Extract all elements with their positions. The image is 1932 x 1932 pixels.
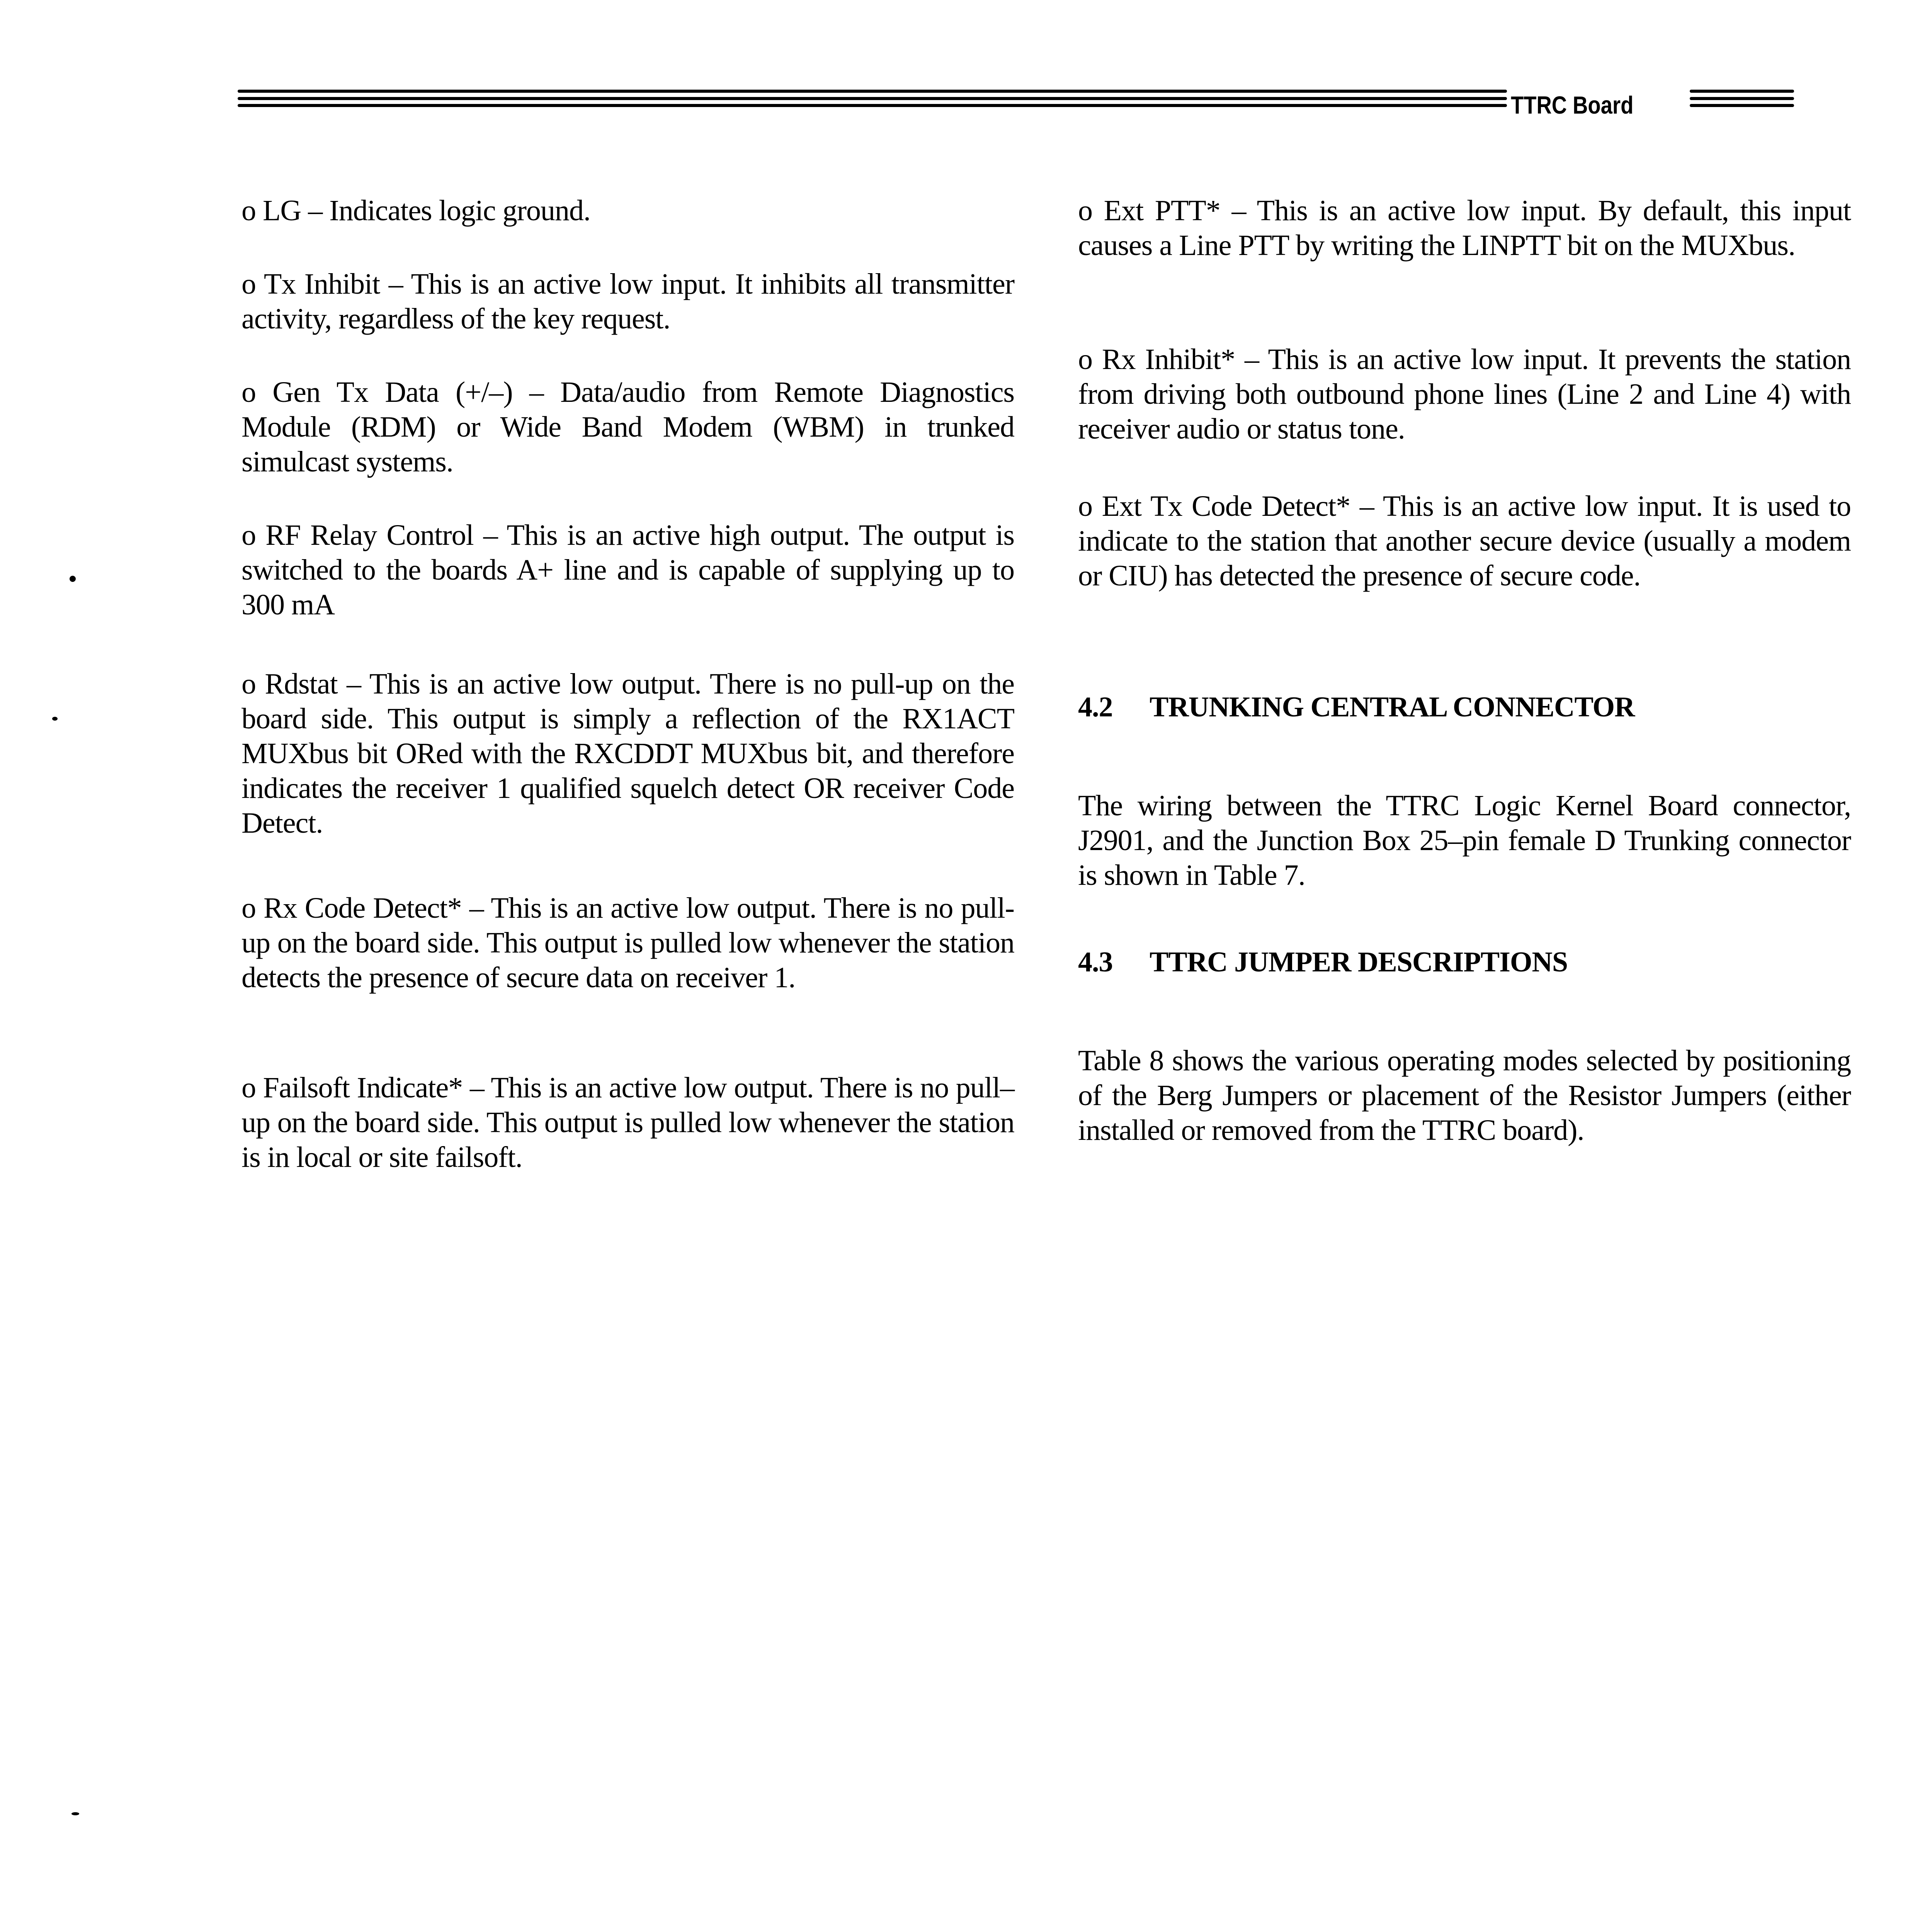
signal-description-ext-tx-code-detect: o Ext Tx Code Detect* – This is an active low input. It is used to indicate to the station that another secure device (usually a modem or CIU) has detected the presence of secure code.	[1078, 490, 1851, 592]
running-header-title: TTRC Board	[1511, 91, 1634, 119]
section-title: TRUNKING CENTRAL CONNECTOR	[1150, 691, 1635, 723]
signal-description-failsoft-indicate: o Failsoft Indicate* – This is an active low output. There is no pull–up on the board side. This output is pulled low whenever the station is in local or site failsoft.	[242, 1071, 1014, 1173]
signal-description-rx-code-detect: o Rx Code Detect* – This is an active low output. There is no pull-up on the board side. This output is pulled low whenever the station detects the presence of secure data on receiver 1.	[242, 892, 1014, 994]
section-body-4-3: Table 8 shows the various operating modes selected by positioning of the Berg Jumpers or placement of the Resistor Jumpers (either installed or removed from the TTRC board).	[1078, 1044, 1851, 1146]
signal-description-rdstat: o Rdstat – This is an active low output. There is no pull-up on the board side. This output is simply a reflection of the RX1ACT MUXbus bit ORed with the RXCDDT MUXbus bit, and therefore indicates the receiver 1 qualified squelch detect OR receiver Code Detect.	[242, 668, 1014, 839]
rule-line	[1690, 90, 1794, 93]
rule-line	[238, 90, 1507, 93]
header-rule-right	[1690, 90, 1794, 110]
rule-line	[1690, 97, 1794, 100]
signal-description-rx-inhibit: o Rx Inhibit* – This is an active low input. It prevents the station from driving both outbound phone lines (Line 2 and Line 4) with receiver audio or status tone.	[1078, 343, 1851, 445]
scan-speck	[70, 576, 76, 582]
signal-description-ext-ptt: o Ext PTT* – This is an active low input. By default, this input causes a Line PTT by writing the LINPTT bit on the MUXbus.	[1078, 194, 1851, 262]
signal-description-gen-tx-data: o Gen Tx Data (+/–) – Data/audio from Remote Diagnostics Module (RDM) or Wide Band Modem (WBM) in trunked simulcast systems.	[242, 376, 1014, 478]
section-number: 4.2	[1078, 691, 1113, 723]
section-body-4-2: The wiring between the TTRC Logic Kernel Board connector, J2901, and the Junction Box 25–pin female D Trunking connector is shown in Table 7.	[1078, 789, 1851, 891]
section-heading-4-2	[1078, 690, 1635, 724]
rule-line	[1690, 104, 1794, 107]
signal-description-lg: o LG – Indicates logic ground.	[242, 194, 590, 227]
header-rule-left	[238, 90, 1507, 110]
rule-line	[238, 97, 1507, 100]
section-title: TTRC JUMPER DESCRIPTIONS	[1150, 946, 1568, 978]
signal-description-rf-relay-control: o RF Relay Control – This is an active high output. The output is switched to the boards A+ line and is capable of supplying up to 300 mA	[242, 519, 1014, 621]
signal-description-tx-inhibit: o Tx Inhibit – This is an active low input. It inhibits all transmitter activity, regardless of the key request.	[242, 268, 1014, 335]
rule-line	[238, 104, 1507, 107]
section-number: 4.3	[1078, 946, 1113, 978]
section-heading-4-3	[1078, 945, 1568, 980]
scan-speck	[71, 1812, 79, 1815]
scan-speck	[52, 717, 58, 721]
